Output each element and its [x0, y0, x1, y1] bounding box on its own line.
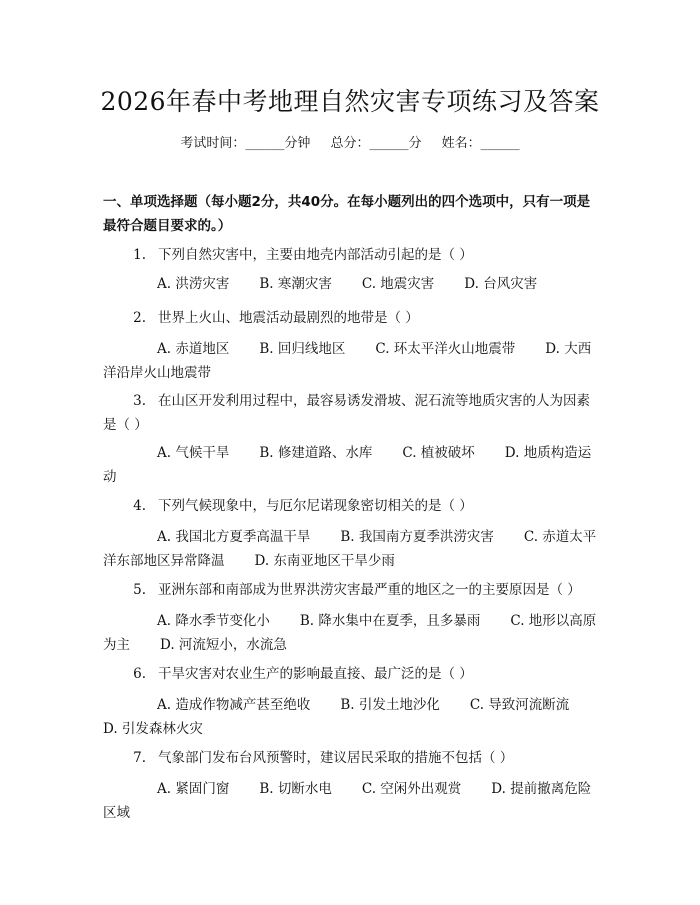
question-7-stem: [103, 746, 603, 770]
option-c: C. 空闲外出观赏: [361, 781, 462, 797]
question-text: 下列气候现象中，与厄尔尼诺现象密切相关的是（ ）: [158, 498, 473, 514]
option-d: D. 东南亚地区干旱少雨: [254, 553, 395, 569]
exam-info-line: [0, 132, 700, 151]
question-1-stem: [103, 243, 603, 267]
question-5-options: [103, 609, 603, 657]
section-heading: 一、单项选择题（每小题2分，共40分。在每小题列出的四个选项中，只有一项是最符合题目要求的。）: [103, 194, 591, 234]
question-2-stem: [103, 306, 603, 330]
option-c: C. 环太平洋火山地震带: [375, 341, 516, 357]
option-b: B. 修建道路、水库: [259, 445, 373, 461]
question-6-stem: [103, 662, 603, 686]
question-number: 7.: [133, 750, 146, 766]
question-text: 在山区开发利用过程中，最容易诱发滑坡、泥石流等地质灾害的人为因素是（ ）: [103, 393, 590, 433]
question-text: 世界上火山、地震活动最剧烈的地带是（ ）: [158, 310, 419, 326]
question-text: 干旱灾害对农业生产的影响最直接、最广泛的是（ ）: [158, 666, 473, 682]
option-a: A. 降水季节变化小: [157, 613, 270, 629]
option-d: D. 台风灾害: [464, 276, 538, 292]
question-text: 亚洲东部和南部成为世界洪涝灾害最严重的地区之一的主要原因是（ ）: [158, 582, 581, 598]
question-6-options: [103, 693, 603, 741]
option-a: A. 洪涝灾害: [157, 276, 230, 292]
question-text: 气象部门发布台风预警时，建议居民采取的措施不包括（ ）: [158, 750, 514, 766]
option-b: B. 降水集中在夏季，且多暴雨: [299, 613, 481, 629]
question-text: 下列自然灾害中，主要由地壳内部活动引起的是（ ）: [158, 247, 473, 263]
exam-time-field: 考试时间：______分钟: [180, 136, 311, 151]
option-a: A. 赤道地区: [157, 341, 230, 357]
student-name-field: 姓名：______: [441, 136, 520, 151]
option-b: B. 回归线地区: [259, 341, 346, 357]
question-number: 6.: [133, 666, 146, 682]
question-3-stem: [103, 389, 603, 437]
option-d: D. 提前撤离危险区域: [103, 781, 592, 821]
option-c: C. 植被破坏: [402, 445, 475, 461]
question-2-options: [103, 337, 603, 385]
question-number: 4.: [133, 498, 146, 514]
option-a: A. 气候干旱: [157, 445, 230, 461]
option-d: D. 河流短小，水流急: [160, 637, 287, 653]
question-7-options: [103, 777, 603, 825]
page-title: 2026年春中考地理自然灾害专项练习及答案: [100, 87, 600, 116]
question-number: 5.: [133, 582, 146, 598]
question-number: 2.: [133, 310, 146, 326]
option-a: A. 造成作物减产甚至绝收: [157, 697, 311, 713]
option-c: C. 地震灾害: [361, 276, 435, 292]
option-c: C. 赤道太平洋东部地区异常降温: [103, 529, 597, 569]
option-b: B. 引发土地沙化: [340, 697, 440, 713]
question-4-stem: [103, 494, 603, 518]
question-5-stem: [103, 578, 603, 602]
option-a: A. 我国北方夏季高温干旱: [157, 529, 311, 545]
question-4-options: [103, 525, 603, 573]
option-b: B. 寒潮灾害: [259, 276, 332, 292]
question-number: 1.: [133, 247, 146, 263]
option-d: D. 地质构造运动: [103, 445, 592, 485]
option-d: D. 引发森林火灾: [103, 721, 203, 737]
option-a: A. 紧固门窗: [157, 781, 230, 797]
option-c: C. 地形以高原为主: [103, 613, 597, 653]
option-c: C. 导致河流断流: [469, 697, 570, 713]
question-3-options: [103, 441, 603, 489]
question-number: 3.: [133, 393, 146, 409]
option-d: D. 大西洋沿岸火山地震带: [103, 341, 592, 381]
question-1-options: [103, 272, 603, 296]
option-b: B. 我国南方夏季洪涝灾害: [340, 529, 494, 545]
total-score-field: 总分：______分: [330, 136, 422, 151]
option-b: B. 切断水电: [259, 781, 332, 797]
